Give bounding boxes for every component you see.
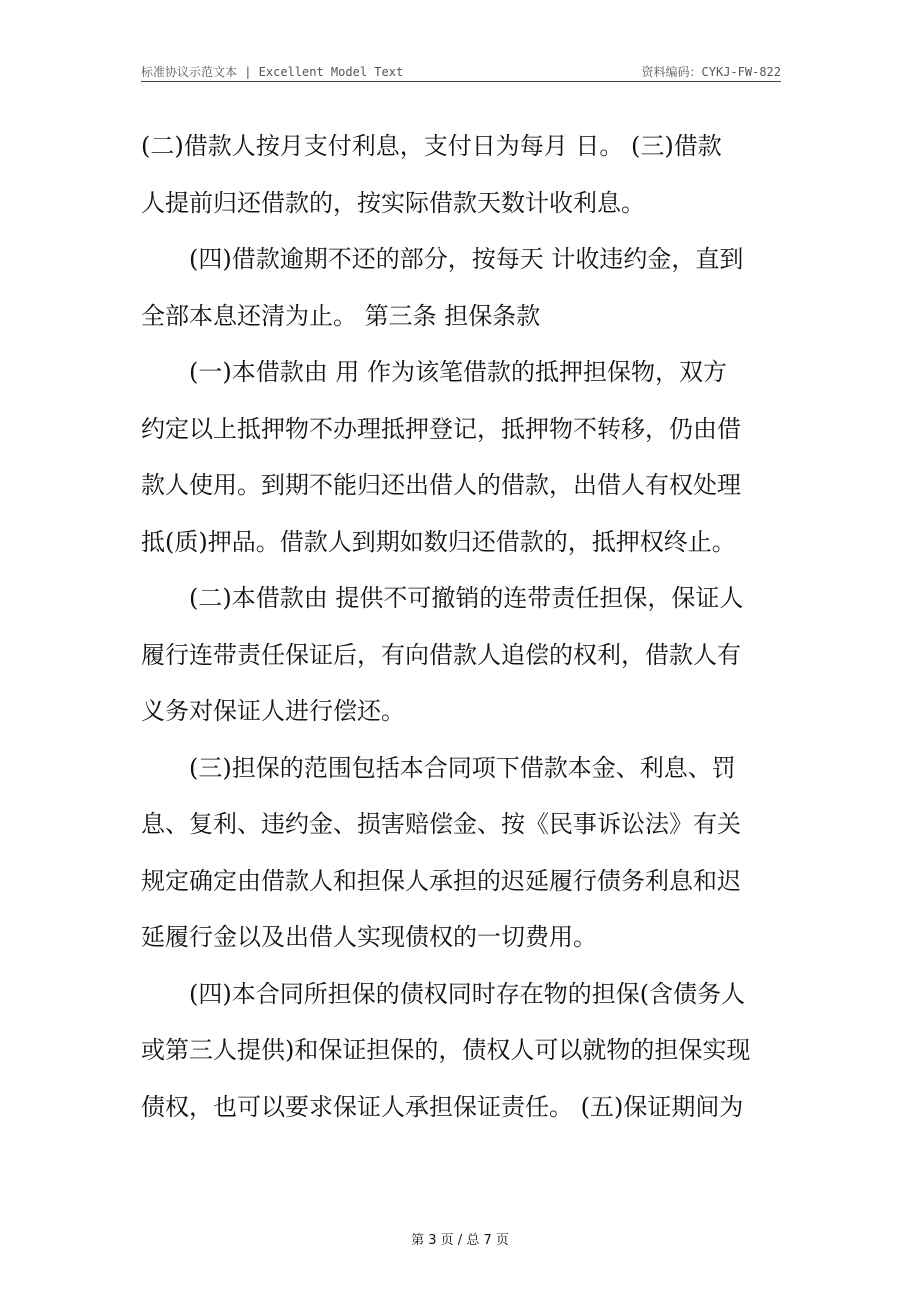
text-line: 全部本息还清为止。 第三条 担保条款 xyxy=(141,301,541,330)
page-footer xyxy=(0,1229,920,1248)
text-line: (二)本借款由 提供不可撤销的连带责任担保，保证人 xyxy=(189,584,744,612)
text-line: (二)借款人按月支付利息，支付日为每月 日。 (三)借款 xyxy=(141,132,722,160)
text-line: 履行连带责任保证后，有向借款人追偿的权利，借款人有 xyxy=(141,640,741,669)
text-line: 规定确定由借款人和担保人承担的迟延履行债务利息和迟 xyxy=(141,866,741,895)
text-line: (四)本合同所担保的债权同时存在物的担保(含债务人 xyxy=(189,979,746,1008)
header-title: 标准协议示范文本 | Excellent Model Text xyxy=(141,65,404,79)
text-line: 款人使用。到期不能归还出借人的借款，出借人有权处理 xyxy=(141,471,741,499)
page-header xyxy=(141,60,781,82)
document-body xyxy=(141,118,781,1135)
text-line: 延履行金以及出借人实现债权的一切费用。 xyxy=(141,923,597,951)
text-line: 息、复利、违约金、损害赔偿金、按《民事诉讼法》有关 xyxy=(141,810,741,838)
text-line: 义务对保证人进行偿还。 xyxy=(141,697,405,725)
text-line: (三)担保的范围包括本合同项下借款本金、利息、罚 xyxy=(189,753,736,782)
document-code: 资料编码：CYKJ-FW-822 xyxy=(641,65,781,79)
text-line: (四)借款逾期不还的部分，按每天 计收违约金，直到 xyxy=(189,245,744,273)
text-line: 债权，也可以要求保证人承担保证责任。 (五)保证期间为 xyxy=(141,1092,744,1121)
text-line: 约定以上抵押物不办理抵押登记，抵押物不转移，仍由借 xyxy=(141,414,741,443)
text-line: 或第三人提供)和保证担保的，债权人可以就物的担保实现 xyxy=(141,1036,751,1064)
text-line: 抵(质)押品。借款人到期如数归还借款的，抵押权终止。 xyxy=(141,527,736,556)
text-line: 人提前归还借款的，按实际借款天数计收利息。 xyxy=(141,188,645,217)
header-divider xyxy=(141,81,781,82)
text-line: (一)本借款由 用 作为该笔借款的抵押担保物，双方 xyxy=(189,358,727,386)
page-number: 第 3 页 / 总 7 页 xyxy=(411,1233,509,1248)
